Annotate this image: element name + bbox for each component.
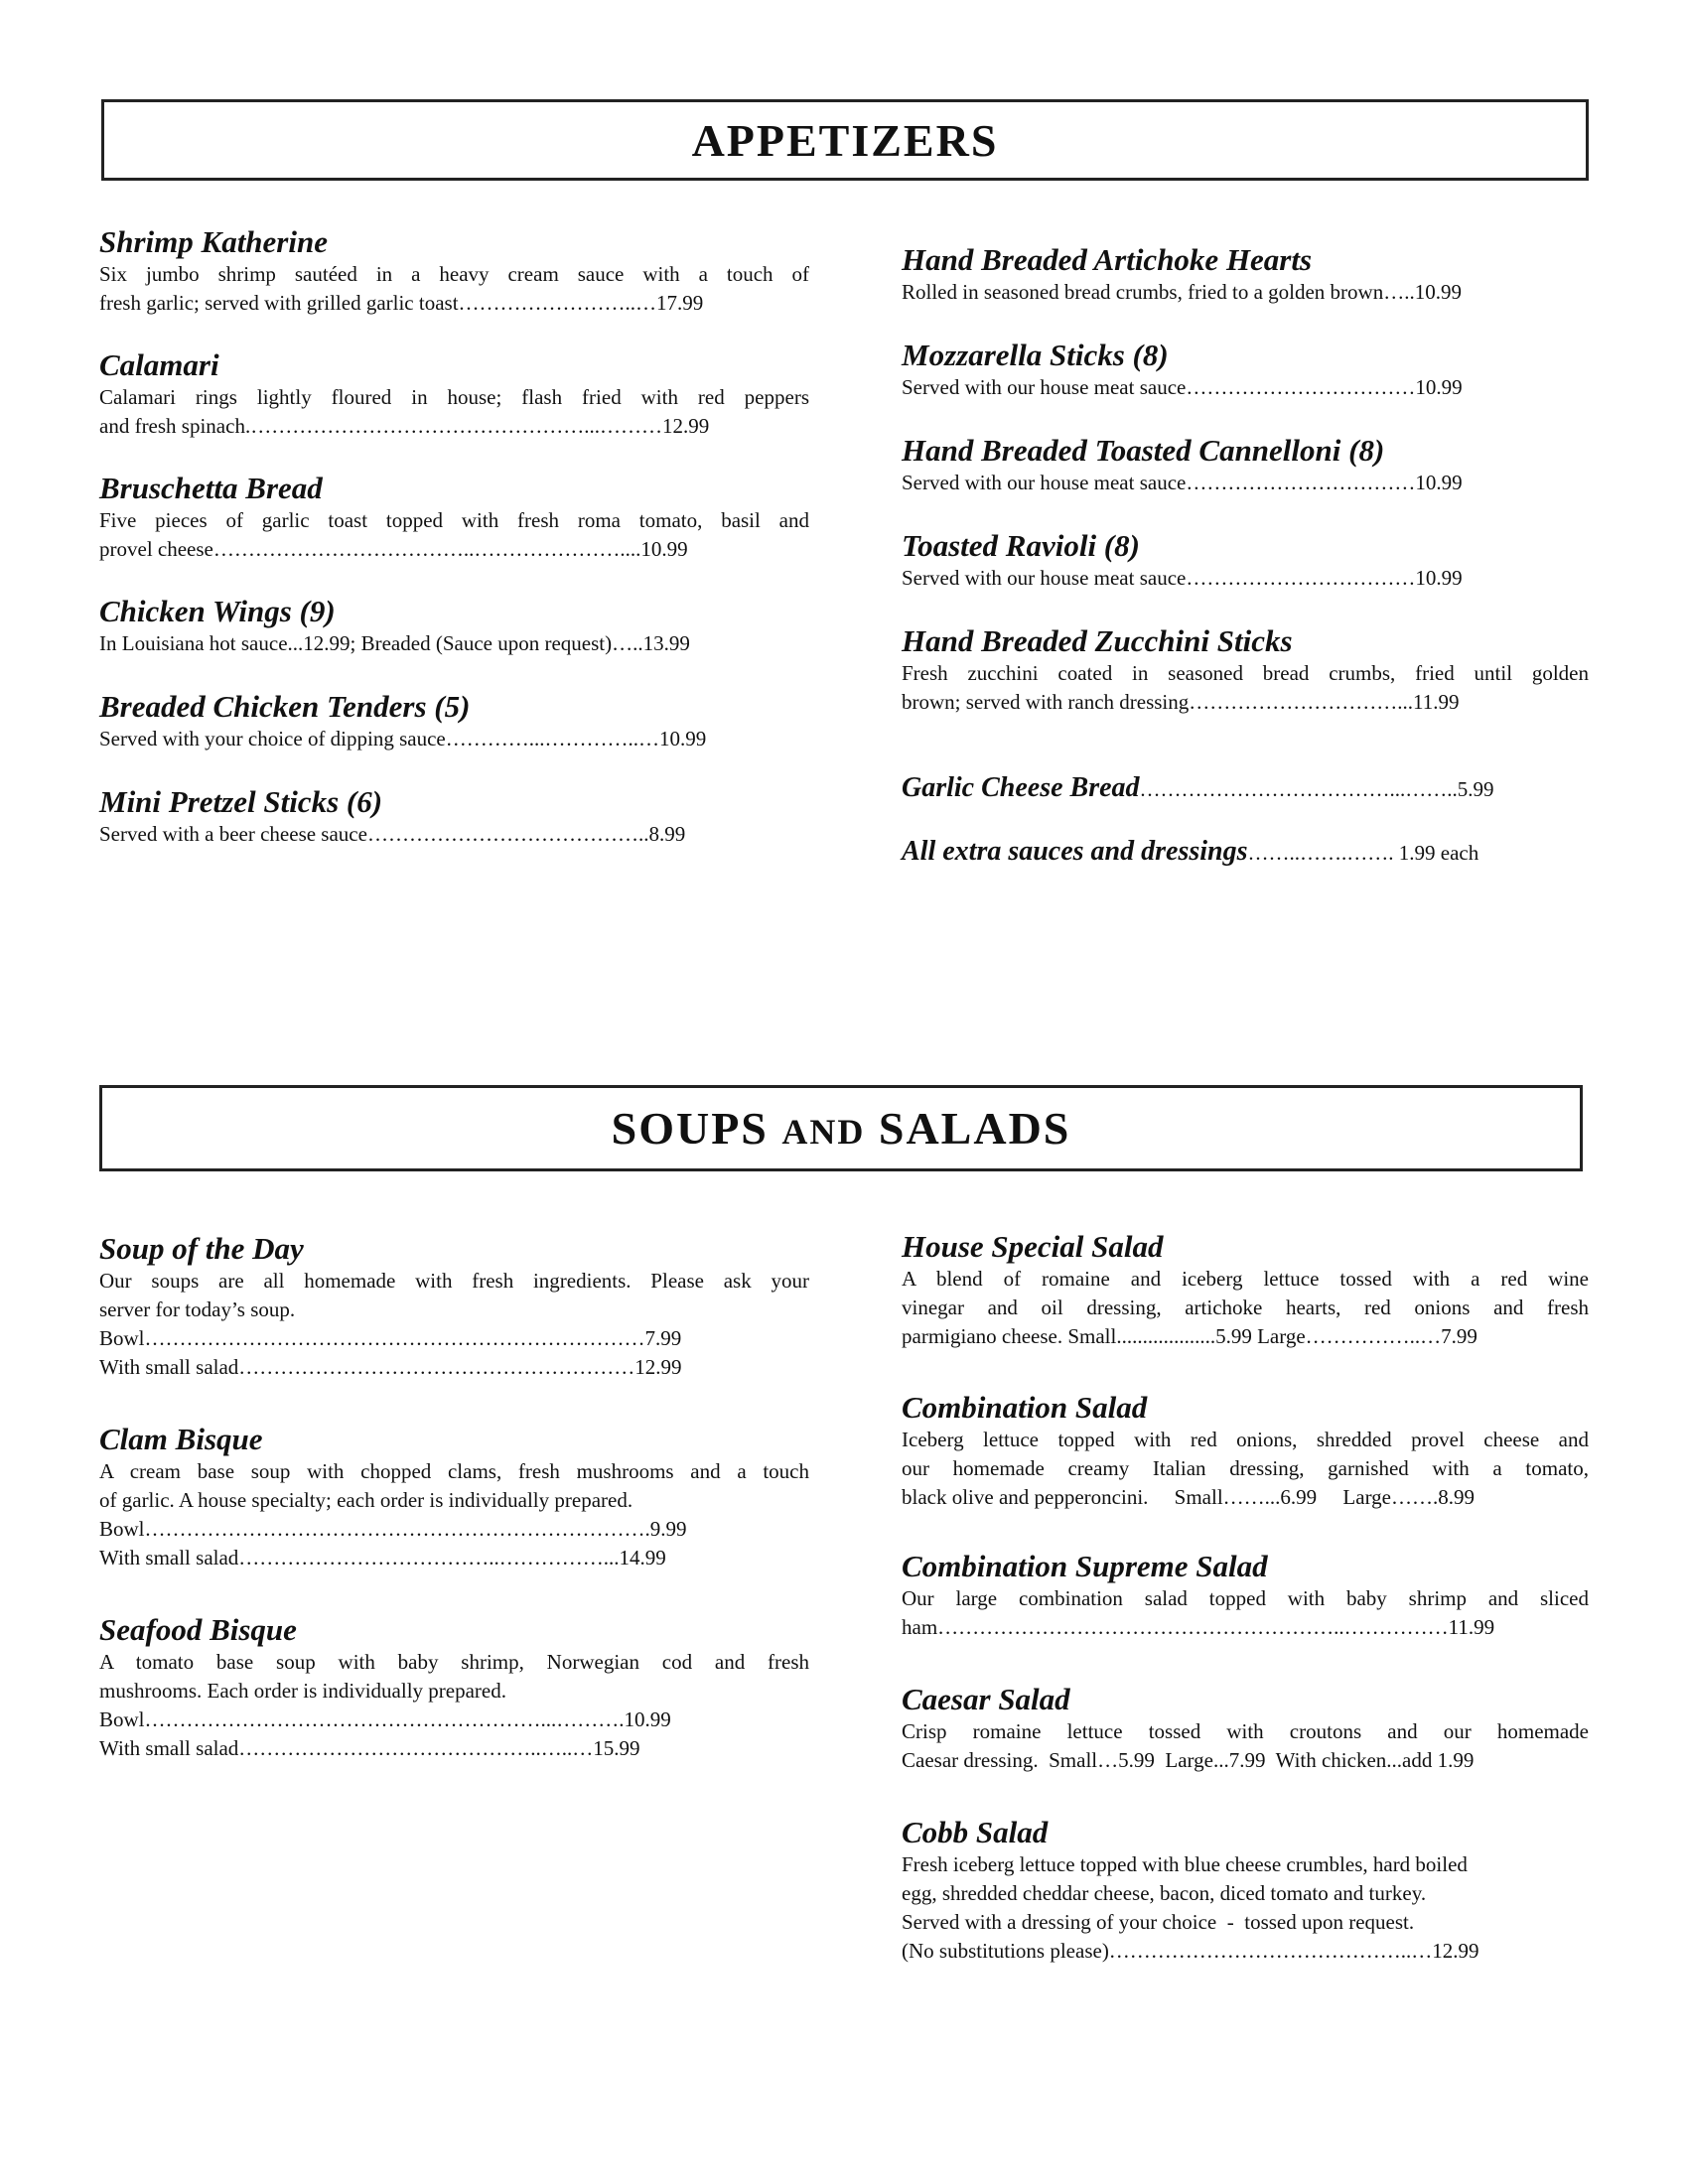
item-name: Hand Breaded Artichoke Hearts [902,242,1313,277]
item-description: Calamari rings lightly floured in house; flash fried with red peppers [99,385,809,409]
item-price-line: Caesar dressing. Small…5.99 Large...7.99 With chicken...add 1.99 [902,1748,1475,1772]
item-price-line: Served with our house meat sauce……………………………10.99 [902,566,1463,590]
item-description: Five pieces of garlic toast topped with fresh roma tomato, basil and [99,508,809,532]
item-name: Mini Pretzel Sticks (6) [99,784,383,819]
item-price-line: In Louisiana hot sauce...12.99; Breaded (Sauce upon request)…..13.99 [99,631,690,655]
item-name: Combination Supreme Salad [902,1549,1268,1583]
extra-item [902,836,1589,876]
menu-item [902,1682,1589,1815]
item-name: Breaded Chicken Tenders (5) [99,689,471,724]
item-name: Soup of the Day [99,1231,304,1266]
menu-item [99,471,809,594]
item-name: Chicken Wings (9) [99,594,336,628]
menu-item [902,1549,1589,1682]
extra-item-name: Garlic Cheese Bread [902,772,1140,803]
menu-item [99,1231,809,1422]
item-price-line: With small salad…………………………………………………12.99 [99,1355,682,1379]
item-description: Served with a dressing of your choice - tossed upon request. [902,1910,1415,1934]
salads-right-column [902,1229,1589,1974]
item-price-line: (No substitutions please)……………………………………..…12.99 [902,1939,1479,1963]
item-description: A cream base soup with chopped clams, fresh mushrooms and a touch [99,1459,809,1483]
appetizers-right-column [902,242,1589,876]
menu-item [99,1422,809,1612]
item-description: of garlic. A house specialty; each order is individually prepared. [99,1488,633,1512]
item-name: Bruschetta Bread [99,471,323,505]
extra-item [902,772,1589,836]
item-price-line: With small salad………………………………..……………...14.99 [99,1546,666,1570]
item-description: Our soups are all homemade with fresh ingredients. Please ask your [99,1269,809,1293]
item-description: A blend of romaine and iceberg lettuce tossed with a red wine [902,1267,1589,1291]
menu-item [902,338,1589,433]
extra-item-price: ……..…….……. 1.99 each [1247,841,1479,865]
item-name: Shrimp Katherine [99,224,328,259]
menu-item [99,1612,809,1803]
menu-item [902,1229,1589,1390]
item-description: mushrooms. Each order is individually prepared. [99,1679,506,1703]
appetizers-header-box [101,99,1589,181]
item-description: A tomato base soup with baby shrimp, Norwegian cod and fresh [99,1650,809,1674]
menu-item [902,623,1589,772]
item-price-line: Served with our house meat sauce……………………………10.99 [902,471,1463,494]
soups-title-word: SOUPS [611,1103,769,1154]
item-description: vinegar and oil dressing, artichoke hearts, red onions and fresh [902,1296,1589,1319]
item-description: egg, shredded cheddar cheese, bacon, diced tomato and turkey. [902,1881,1427,1905]
item-price-line: With small salad……………………………………..…..…15.99 [99,1736,640,1760]
item-name: Clam Bisque [99,1422,263,1456]
appetizers-left-column [99,224,809,880]
extra-item-price: ………………………………...……..5.99 [1139,777,1494,801]
item-name: Cobb Salad [902,1815,1049,1849]
item-name: Hand Breaded Zucchini Sticks [902,623,1293,658]
menu-item [902,1815,1589,1974]
soups-title [612,1102,1071,1155]
item-name: Caesar Salad [902,1682,1070,1716]
soups-title-word: SALADS [878,1103,1071,1154]
menu-item [99,784,809,880]
item-description: server for today’s soup. [99,1297,296,1321]
item-description: Iceberg lettuce topped with red onions, shredded provel cheese and [902,1428,1589,1451]
item-description: Crisp romaine lettuce tossed with croutons and our homemade [902,1719,1589,1743]
item-description: Our large combination salad topped with baby shrimp and sliced [902,1586,1589,1610]
menu-item [99,224,809,347]
menu-item [99,689,809,784]
item-name: House Special Salad [902,1229,1164,1264]
item-price-line: Bowl………………………………………………………………7.99 [99,1326,682,1350]
item-price-line: ham…………………………………………………..……………11.99 [902,1615,1495,1639]
menu-item [902,1390,1589,1549]
menu-item [902,433,1589,528]
item-price-line: Bowl……………………………………………………………….9.99 [99,1517,687,1541]
soups-header-box [99,1085,1583,1171]
item-name: Combination Salad [902,1390,1148,1425]
item-name: Calamari [99,347,219,382]
item-price-line: Served with your choice of dipping sauce…………...…………..…10.99 [99,727,707,751]
item-price-line: provel cheese………………………………..…………………....10.99 [99,537,688,561]
soups-left-column [99,1231,809,1803]
menu-item [99,594,809,689]
menu-item [902,528,1589,623]
item-description: our homemade creamy Italian dressing, garnished with a tomato, [902,1456,1589,1480]
item-price-line: Served with a beer cheese sauce…………………………………..8.99 [99,822,686,846]
item-price-line: Rolled in seasoned bread crumbs, fried to a golden brown…..10.99 [902,280,1462,304]
item-price-line: Bowl…………………………………………………...……….10.99 [99,1707,671,1731]
item-name: Hand Breaded Toasted Cannelloni (8) [902,433,1385,468]
item-price-line: Served with our house meat sauce……………………………10.99 [902,375,1463,399]
item-description: Fresh zucchini coated in seasoned bread crumbs, fried until golden [902,661,1589,685]
item-price-line: brown; served with ranch dressing…………………………...11.99 [902,690,1460,714]
item-name: Mozzarella Sticks (8) [902,338,1169,372]
menu-item [99,347,809,471]
item-price-line: fresh garlic; served with grilled garlic toast……………………..…17.99 [99,291,704,315]
appetizers-title: APPETIZERS [691,114,999,166]
item-name: Toasted Ravioli (8) [902,528,1140,563]
item-price-line: and fresh spinach.…………………………………………...………12.99 [99,414,710,438]
item-description: Six jumbo shrimp sautéed in a heavy cream sauce with a touch of [99,262,809,286]
soups-title-and: AND [781,1112,866,1152]
extra-item-name: All extra sauces and dressings [902,836,1248,867]
menu-item [902,242,1589,338]
item-description: Fresh iceberg lettuce topped with blue cheese crumbles, hard boiled [902,1852,1468,1876]
item-price-line: black olive and pepperoncini. Small……...6.99 Large…….8.99 [902,1485,1475,1509]
item-name: Seafood Bisque [99,1612,297,1647]
item-price-line: parmigiano cheese. Small...................5.99 Large……………..…7.99 [902,1324,1477,1348]
